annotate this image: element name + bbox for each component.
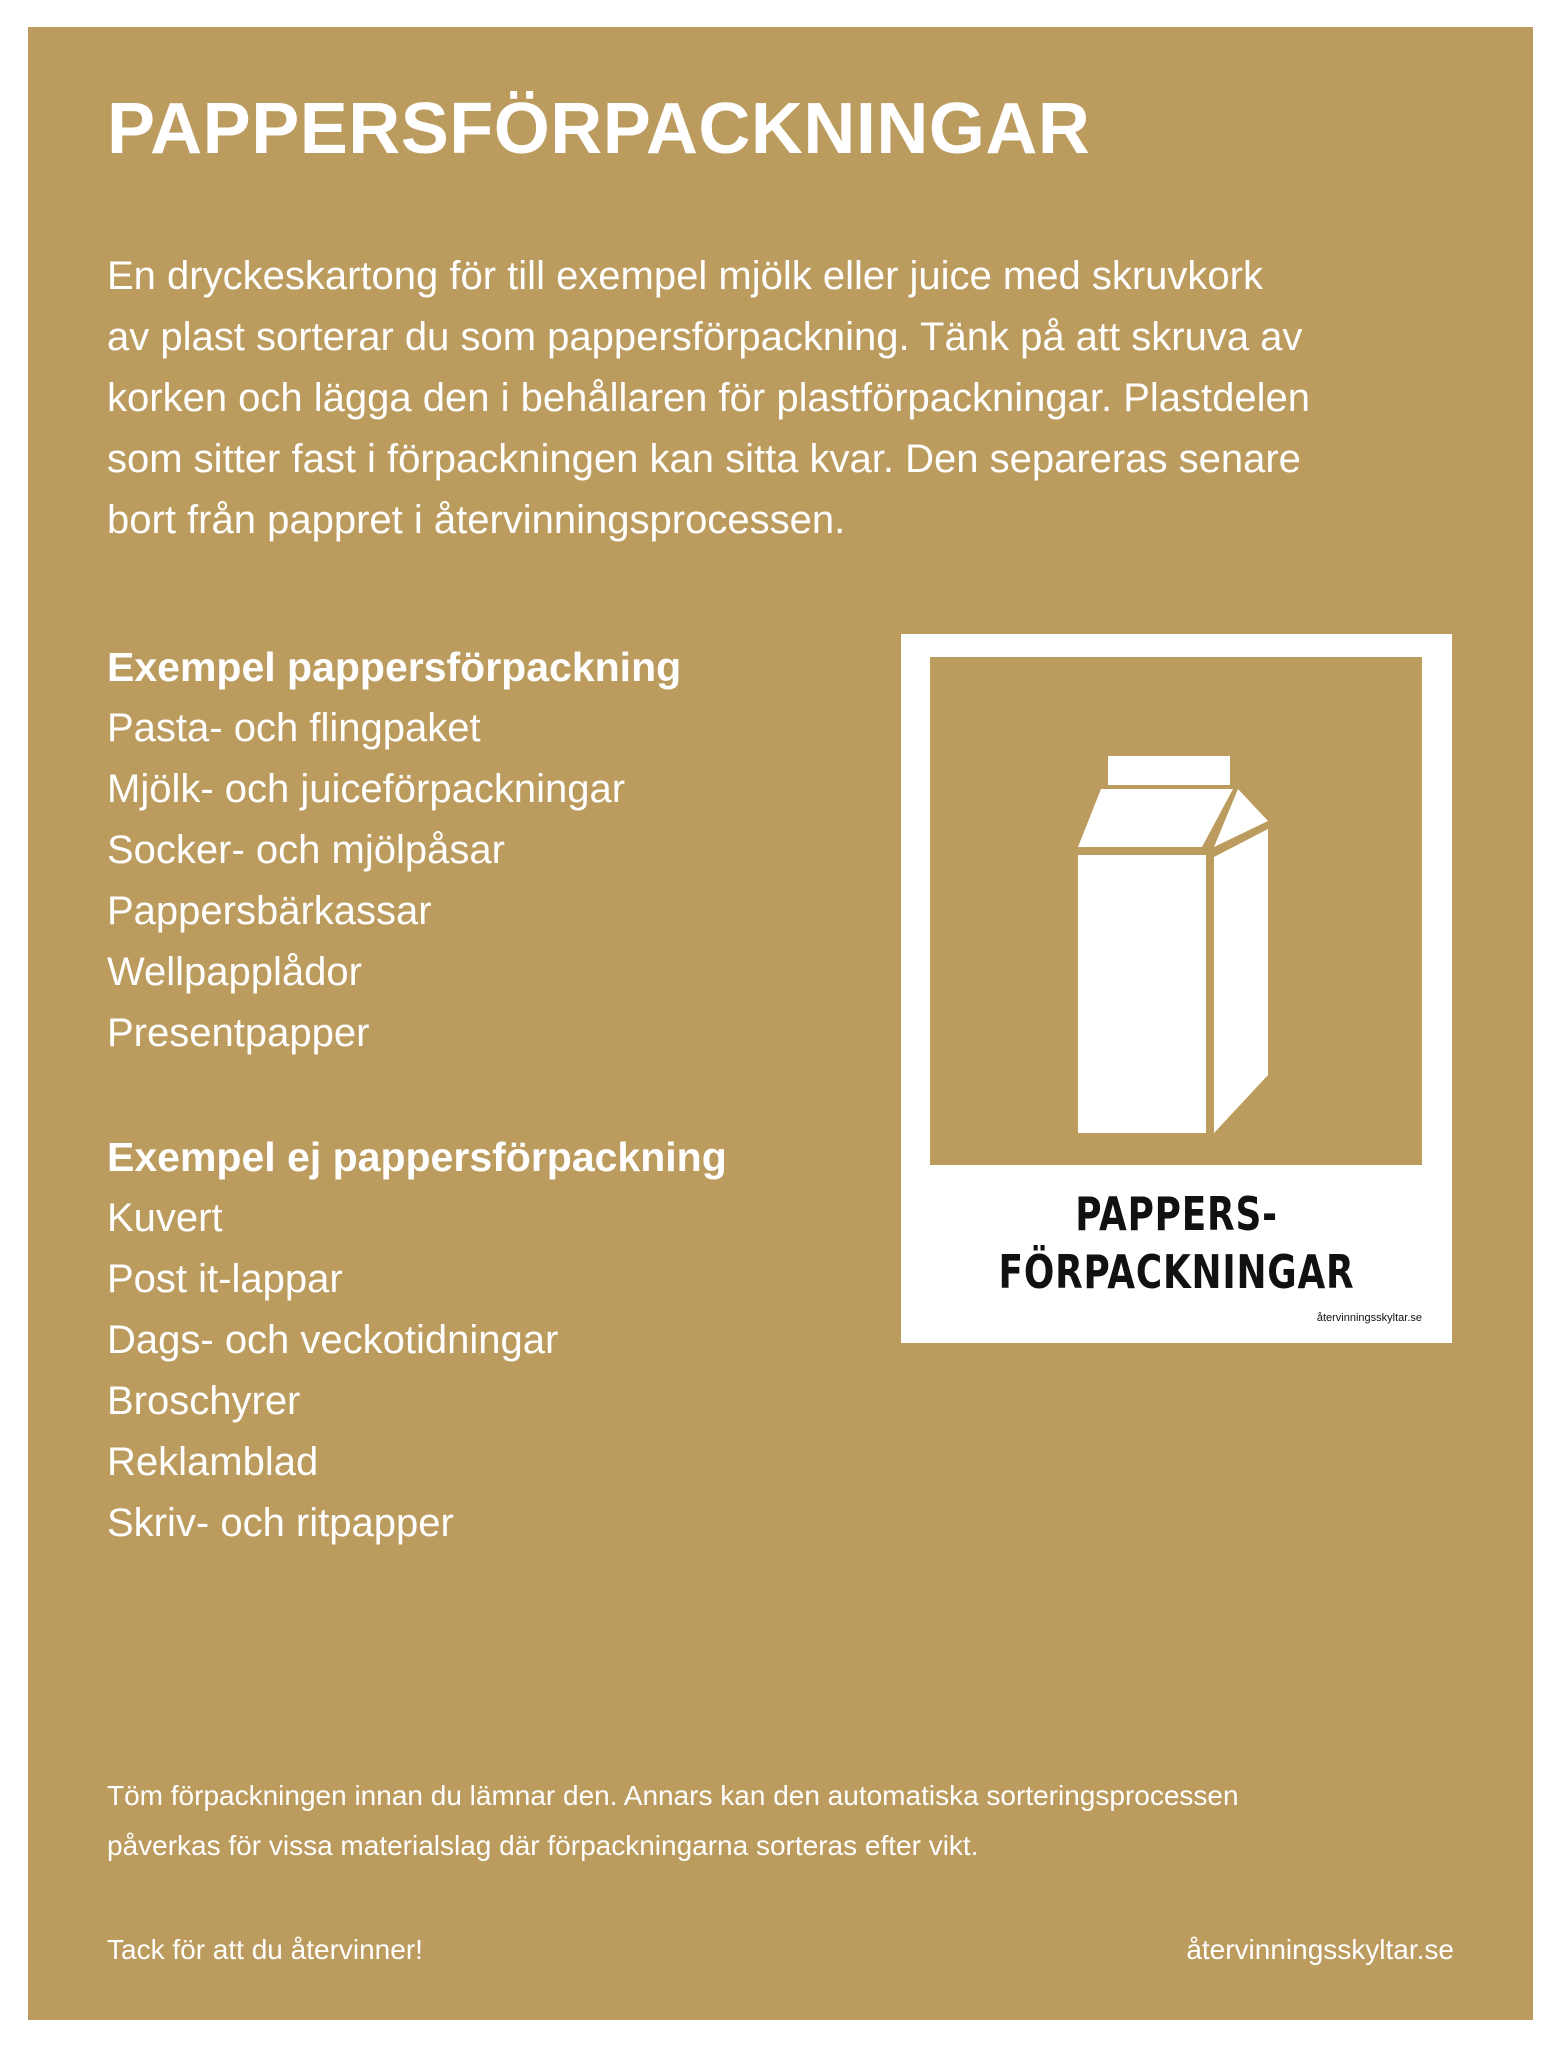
empty-packaging-note (107, 1771, 1239, 1871)
poster-panel (28, 27, 1533, 2020)
non-examples-section (107, 1127, 727, 1554)
non-examples-heading: Exempel ej pappersförpackning (107, 1134, 727, 1180)
list-item: Socker- och mjölpåsar (107, 828, 505, 872)
list-item: Reklamblad (107, 1440, 319, 1484)
examples-heading: Exempel pappersförpackning (107, 644, 682, 690)
intro-line: som sitter fast i förpackningen kan sitta kvar. Den separeras senare (107, 437, 1301, 481)
list-item: Post it-lappar (107, 1257, 343, 1301)
sign-label-line2: FÖRPACKNINGAR (998, 1245, 1355, 1299)
page-title: PAPPERSFÖRPACKNINGAR (107, 89, 1091, 169)
milk-carton-icon (930, 657, 1422, 1165)
examples-section (107, 637, 681, 1064)
note-line: Töm förpackningen innan du lämnar den. Annars kan den automatiska sorteringsprocessen (107, 1780, 1239, 1811)
sign-icon-area (930, 657, 1422, 1165)
intro-line: korken och lägga den i behållaren för plastförpackningar. Plastdelen (107, 376, 1311, 420)
note-line: påverkas för vissa materialslag där förpackningarna sorteras efter vikt. (107, 1830, 979, 1861)
list-item: Pappersbärkassar (107, 889, 432, 933)
list-item: Skriv- och ritpapper (107, 1501, 454, 1545)
list-item: Pasta- och flingpaket (107, 706, 481, 750)
sign-label-line1: PAPPERS- (1075, 1187, 1278, 1241)
sign-url: återvinningsskyltar.se (1316, 1312, 1422, 1324)
recycling-sign (901, 634, 1452, 1343)
intro-line: En dryckeskartong för till exempel mjölk eller juice med skruvkork (107, 254, 1263, 298)
intro-paragraph (107, 246, 1507, 551)
intro-line: bort från pappret i återvinningsprocessen. (107, 498, 846, 542)
list-item: Dags- och veckotidningar (107, 1318, 559, 1362)
intro-line: av plast sorterar du som pappersförpackning. Tänk på att skruva av (107, 315, 1303, 359)
thanks-text: Tack för att du återvinner! (107, 1934, 423, 1965)
list-item: Presentpapper (107, 1011, 370, 1055)
list-item: Mjölk- och juiceförpackningar (107, 767, 626, 811)
list-item: Kuvert (107, 1196, 223, 1240)
list-item: Wellpapplådor (107, 950, 362, 994)
list-item: Broschyrer (107, 1379, 301, 1423)
website-text: återvinningsskyltar.se (1186, 1934, 1454, 1965)
